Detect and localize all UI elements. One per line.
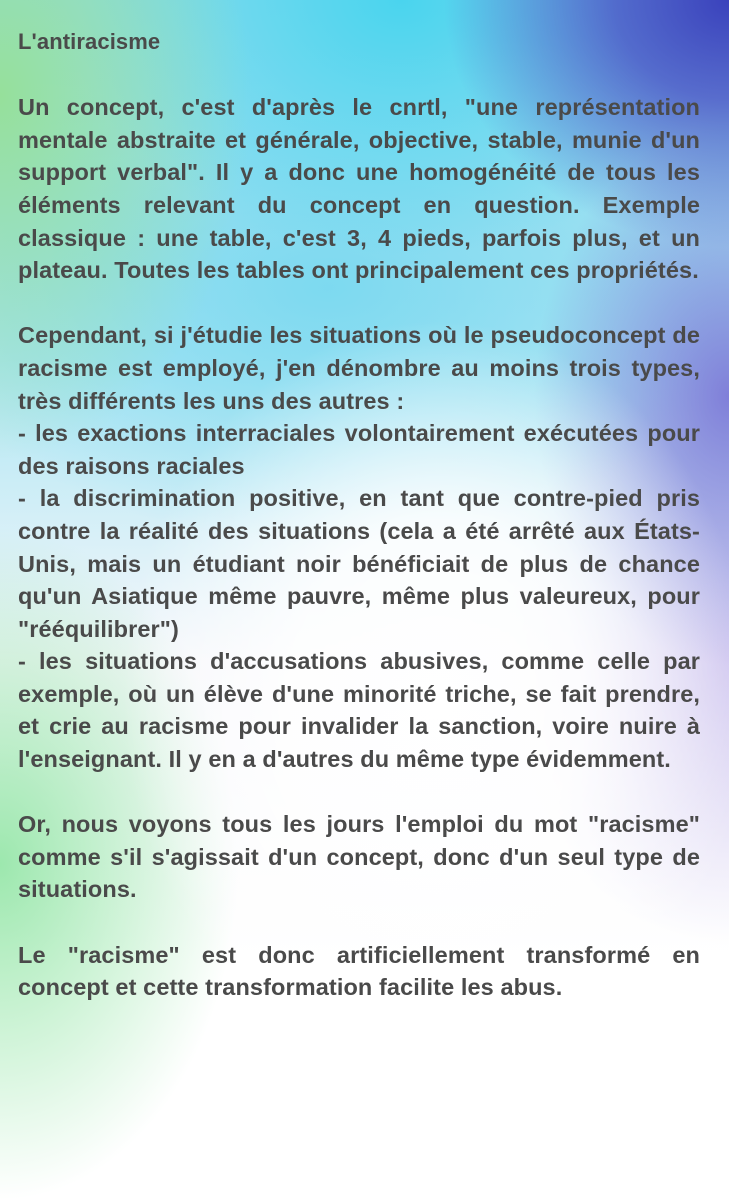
- list-item-exactions: - les exactions interraciales volontairement exécutées pour des raisons raciales: [18, 420, 700, 479]
- situations-intro: Cependant, si j'étudie les situations où le pseudoconcept de racisme est employé, j'en dénombre au moins trois types, très différents les uns des autres :: [18, 322, 700, 414]
- paragraph-situations: [18, 319, 700, 775]
- list-item-abusive-accusations: - les situations d'accusations abusives, comme celle par exemple, où un élève d'une minorité triche, se fait prendre, et crie au racisme pour invalider la sanction, voire nuire à l'enseignant. Il y en a d'autres du même type évidemment.: [18, 648, 700, 773]
- paragraph-conclusion: Le "racisme" est donc artificiellement transformé en concept et cette transformation facilite les abus.: [18, 941, 700, 1001]
- document-title: L'antiracisme: [18, 29, 161, 54]
- document-body: [18, 26, 700, 1004]
- paragraph-word-usage: Or, nous voyons tous les jours l'emploi du mot "racisme" comme s'il s'agissait d'un concept, donc d'un seul type de situations.: [18, 811, 700, 903]
- paragraph-concept-definition: Un concept, c'est d'après le cnrtl, "une représentation mentale abstraite et générale, objective, stable, munie d'un support verbal". Il y a donc une homogénéité de tous les éléments relevant du concept en question. Exemple classique : une table, c'est 3, 4 pieds, parfois plus, et un plateau. Toutes les tables ont principalement ces propriétés.: [18, 94, 700, 284]
- list-item-positive-discrimination: - la discrimination positive, en tant que contre-pied pris contre la réalité des situations (cela a été arrêté aux États-Unis, mais un étudiant noir bénéficiait de plus de chance qu'un Asiatique même pauvre, même plus valeureux, pour "rééquilibrer"): [18, 485, 700, 642]
